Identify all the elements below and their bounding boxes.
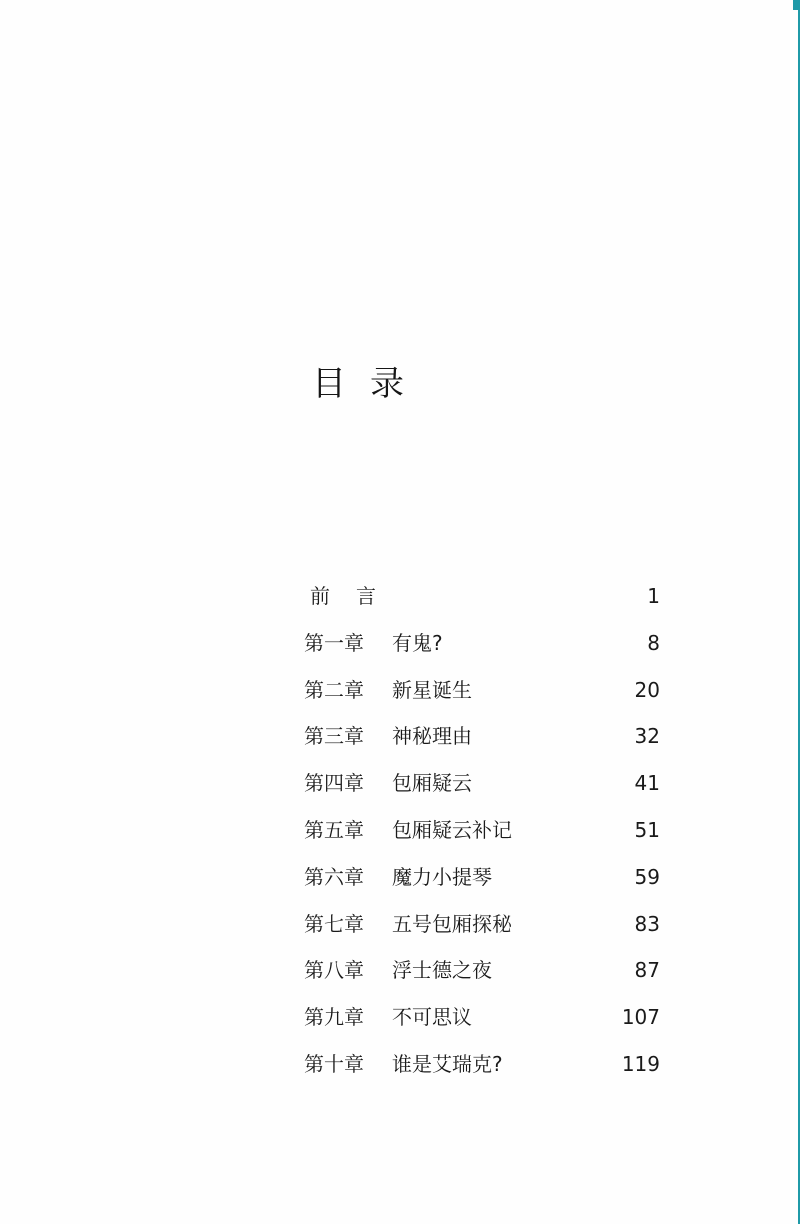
chapter-title: 神秘理由: [392, 724, 472, 749]
toc-entry-chapter-4: [304, 765, 664, 812]
chapter-label: 第九章: [304, 1005, 364, 1030]
chapter-title: 魔力小提琴: [392, 864, 492, 889]
toc-entry-chapter-1: [304, 625, 664, 672]
toc-entry-chapter-6: [304, 859, 664, 906]
chapter-title: 新星诞生: [392, 677, 472, 702]
chapter-title: 包厢疑云: [392, 771, 472, 796]
chapter-title: 不可思议: [392, 1005, 472, 1030]
page-number: 51: [634, 817, 660, 842]
toc-heading: 目录: [312, 364, 428, 404]
page-number: 119: [621, 1051, 660, 1076]
chapter-title: 谁是艾瑞克?: [392, 1051, 503, 1076]
toc-entry-chapter-10: [304, 1046, 664, 1093]
chapter-label: 第七章: [304, 911, 364, 936]
chapter-title: 包厢疑云补记: [392, 817, 512, 842]
chapter-label: 第二章: [304, 677, 364, 702]
chapter-label: 前言: [310, 584, 402, 608]
page-number: 8: [647, 630, 660, 655]
page-number: 1: [647, 584, 660, 608]
page-edge-tab: [793, 0, 800, 10]
toc-entry-preface: [304, 578, 664, 625]
chapter-label: 第三章: [304, 724, 364, 749]
chapter-label: 第十章: [304, 1051, 364, 1076]
toc-entry-chapter-7: [304, 906, 664, 953]
chapter-title: 浮士德之夜: [392, 958, 492, 983]
page-number: 83: [634, 911, 660, 936]
chapter-label: 第五章: [304, 817, 364, 842]
chapter-label: 第八章: [304, 958, 364, 983]
toc-entry-chapter-2: [304, 672, 664, 719]
toc-entry-chapter-5: [304, 812, 664, 859]
toc-entry-chapter-3: [304, 718, 664, 765]
chapter-label: 第四章: [304, 771, 364, 796]
page-number: 32: [634, 724, 660, 749]
chapter-title: 有鬼?: [392, 630, 443, 655]
page-number: 20: [634, 677, 660, 702]
page-number: 59: [634, 864, 660, 889]
table-of-contents: [304, 578, 664, 1093]
page-number: 107: [621, 1005, 660, 1030]
chapter-label: 第一章: [304, 630, 364, 655]
chapter-title: 五号包厢探秘: [392, 911, 512, 936]
chapter-label: 第六章: [304, 864, 364, 889]
toc-entry-chapter-8: [304, 952, 664, 999]
page-number: 87: [634, 958, 660, 983]
toc-entry-chapter-9: [304, 999, 664, 1046]
page-number: 41: [634, 771, 660, 796]
